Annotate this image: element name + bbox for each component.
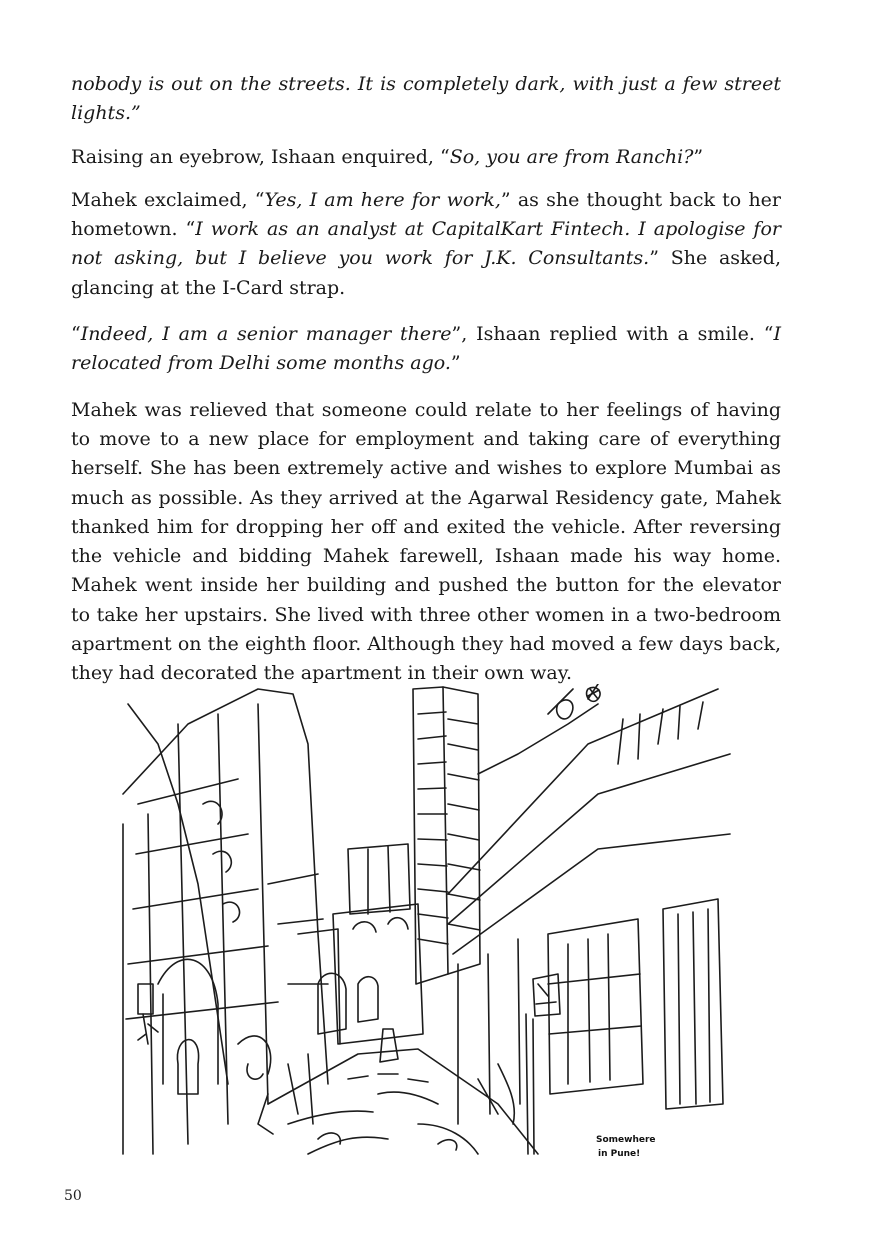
paragraph-2 <box>71 143 781 172</box>
italic-text: Yes, I am here for work, <box>264 188 501 211</box>
text-run: Mahek was relieved that someone could relate to her feelings of having to move to a new place for employment and taking care of everything herself. She has been extremely active and wishes to explore Mumbai as much as possible. As they arrived at the Agarwal Residency gate, Mahek thanked him for dropping her off and exited the vehicle. After reversing the vehicle and bidding Mahek farewell, Ishaan made his way home. Mahek went inside her building and pushed the button for the elevator to take her upstairs. She lived with three other women in a two-bedroom apartment on the eighth floor. Although they had moved a few days back, they had decorated the apartment in their own way. <box>71 398 781 685</box>
left-buildings <box>123 689 328 1154</box>
illustration-caption-line-2: in Pune! <box>598 1149 641 1159</box>
page-number: 50 <box>64 1188 82 1204</box>
text-run: “ <box>71 323 81 346</box>
italic-text: Indeed, I am a senior manager there <box>80 323 452 346</box>
street-sketch-illustration <box>118 684 732 1160</box>
text-run: Raising an eyebrow, Ishaan enquired, “ <box>71 145 450 168</box>
illustration-caption-line-1: Somewhere <box>596 1135 656 1145</box>
central-tower <box>413 687 480 984</box>
paragraph-5 <box>71 396 781 689</box>
text-run: ” She asked, glancing at the I-Card strap. <box>71 247 781 299</box>
italic-text: I work as an analyst at CapitalKart Fintech. I apologise for not asking, but I believe you work for J.K. Consultants. <box>71 218 781 270</box>
paragraph-1 <box>71 70 781 129</box>
italic-text: nobody is out on the streets. It is completely dark, with just a few street lights.” <box>71 73 781 125</box>
text-run: ” as she thought back to her hometown. “ <box>71 188 782 241</box>
paragraph-4 <box>71 320 781 379</box>
right-buildings <box>448 684 730 1154</box>
text-run: Mahek exclaimed, “ <box>71 188 265 211</box>
text-run: ” <box>693 145 704 168</box>
text-run: ” <box>450 352 461 375</box>
italic-text: So, you are from Ranchi? <box>449 145 694 168</box>
italic-text: I relocated from Delhi some months ago. <box>71 323 781 375</box>
body-text <box>71 70 781 706</box>
text-run: ”, Ishaan replied with a smile. “ <box>451 323 774 346</box>
paragraph-3 <box>71 186 781 303</box>
street <box>247 1029 538 1154</box>
